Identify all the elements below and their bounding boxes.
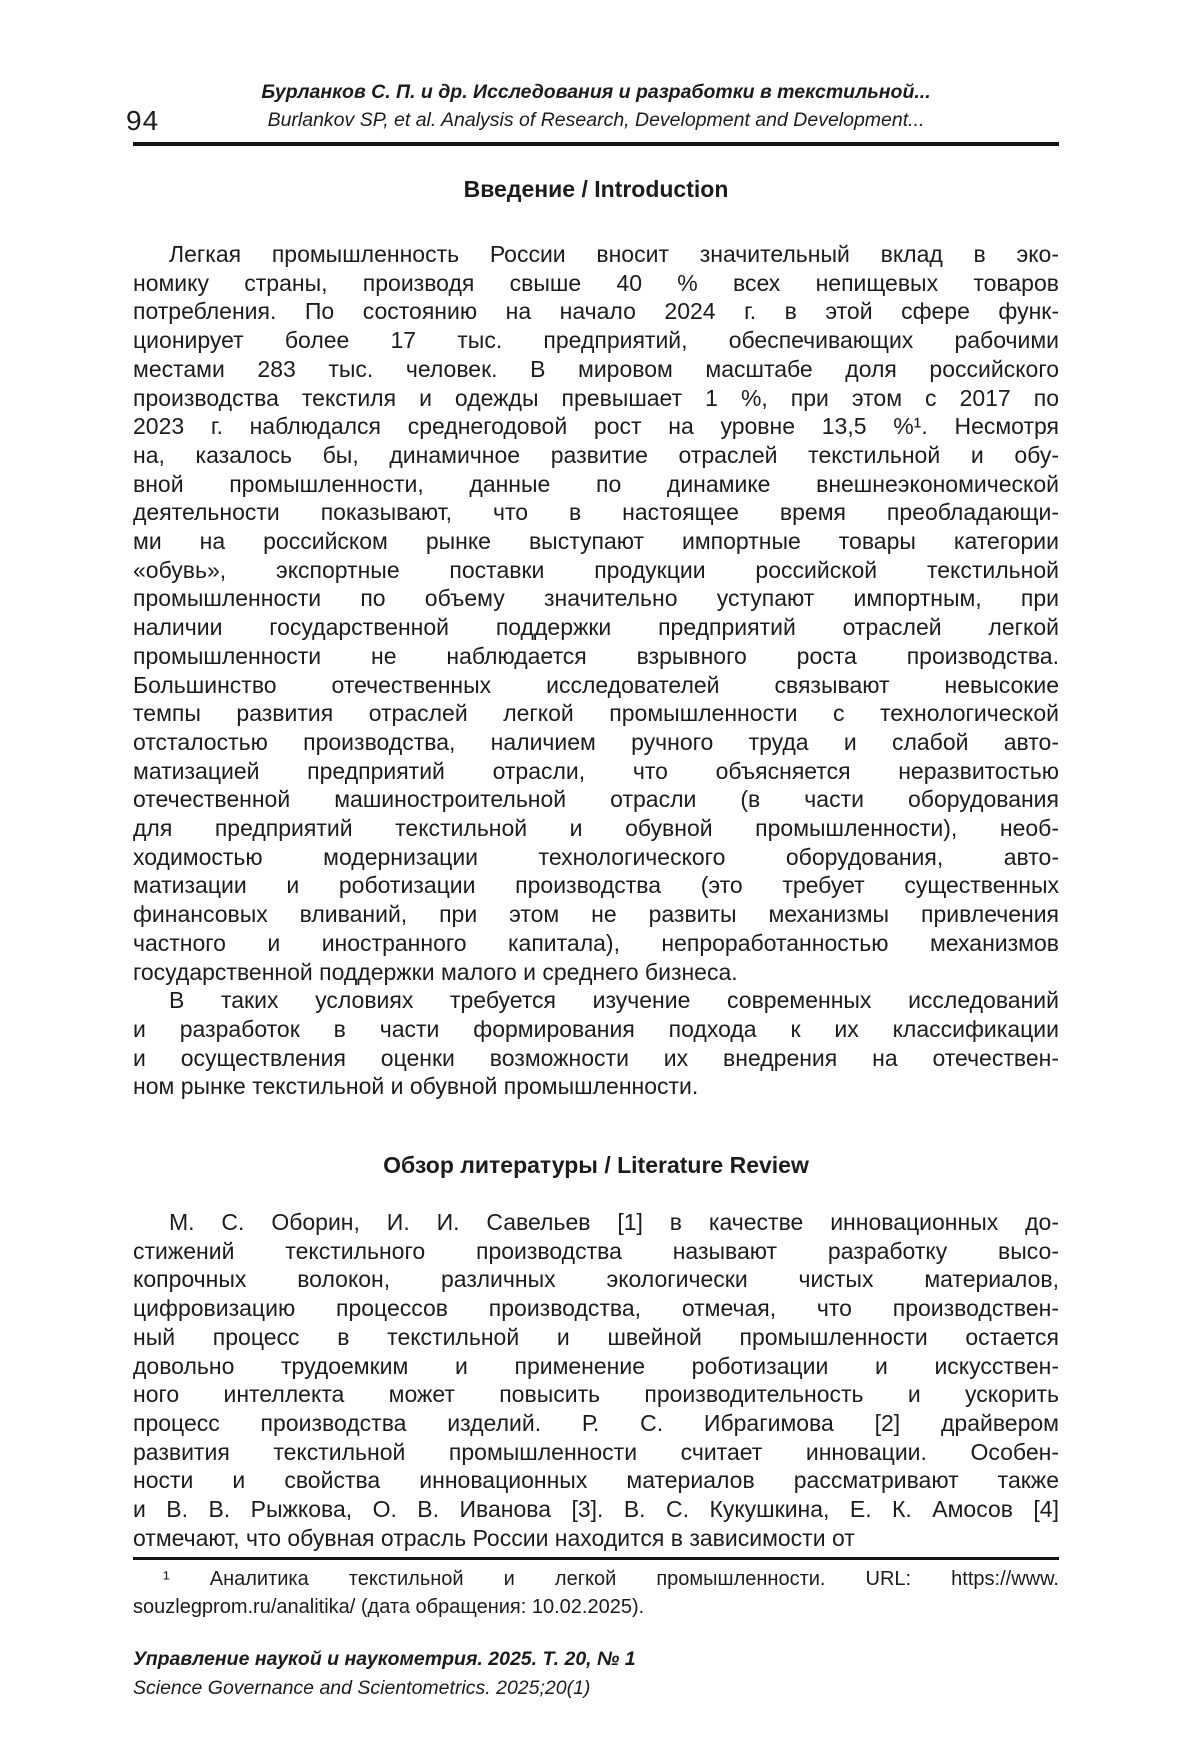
text-line: 2023 г. наблюдался среднегодовой рост на уровне 13,5 %¹. Несмотря	[133, 413, 1059, 440]
text-line: темпы развития отраслей легкой промышленности с технологической	[133, 700, 1059, 727]
text-line: и В. В. Рыжкова, О. В. Иванова [3]. В. С. Кукушкина, Е. К. Амосов [4]	[133, 1496, 1059, 1523]
text-line: процесс производства изделий. Р. С. Ибрагимова [2] драйвером	[133, 1409, 1059, 1436]
section-heading-introduction: Введение / Introduction	[463, 176, 729, 202]
text-line: развития текстильной промышленности считает инновации. Особен-	[133, 1438, 1059, 1465]
text-line: и осуществления оценки возможности их внедрения на отечествен-	[133, 1044, 1059, 1071]
text-line: матизации и роботизации производства (это требует существенных	[133, 872, 1059, 899]
text-line: довольно трудоемким и применение роботизации и искусствен-	[133, 1352, 1059, 1379]
footnote-rule	[133, 1557, 1059, 1560]
text-line: ционирует более 17 тыс. предприятий, обеспечивающих рабочими	[133, 327, 1059, 354]
text-line: цифровизацию процессов производства, отмечая, что производствен-	[133, 1295, 1059, 1322]
text-line: ми на российском рынке выступают импортные товары категории	[133, 528, 1059, 555]
text-line: производства текстиля и одежды превышает 1 %, при этом с 2017 по	[133, 384, 1059, 411]
text-line: В таких условиях требуется изучение современных исследований	[169, 987, 1059, 1014]
text-line: и разработок в части формирования подхода к их классификации	[133, 1015, 1059, 1042]
running-head-english: Burlankov SP, et al. Analysis of Research, Development and Development...	[267, 109, 925, 131]
text-line: ный процесс в текстильной и швейной промышленности остается	[133, 1323, 1059, 1350]
text-line: ности и свойства инновационных материалов рассматривают также	[133, 1467, 1059, 1494]
journal-title-english: Science Governance and Scientometrics. 2025;20(1)	[133, 1677, 591, 1699]
text-line: стижений текстильного производства называют разработку высо-	[133, 1237, 1059, 1264]
text-line: частного и иностранного капитала), непроработанностью механизмов	[133, 929, 1059, 956]
journal-title-russian: Управление наукой и наукометрия. 2025. Т. 20, № 1	[133, 1648, 636, 1670]
text-line: «обувь», экспортные поставки продукции российской текстильной	[133, 556, 1059, 583]
text-line: промышленности не наблюдается взрывного роста производства.	[133, 642, 1059, 669]
text-line: отечественной машиностроительной отрасли (в части оборудования	[133, 786, 1059, 813]
text-line: потребления. По состоянию на начало 2024 г. в этой сфере функ-	[133, 298, 1059, 325]
text-line: финансовых вливаний, при этом не развиты механизмы привлечения	[133, 901, 1059, 928]
section-heading-literature-review: Обзор литературы / Literature Review	[383, 1152, 809, 1178]
text-line: на, казалось бы, динамичное развитие отраслей текстильной и обу-	[133, 441, 1059, 468]
text-line: Легкая промышленность России вносит значительный вклад в эко-	[169, 241, 1059, 267]
section-body-literature-review	[133, 1208, 1059, 1552]
text-line: номику страны, производя свыше 40 % всех непищевых товаров	[133, 269, 1059, 296]
text-line: отмечают, что обувная отрасль России находится в зависимости от	[133, 1524, 855, 1551]
text-line: М. С. Оборин, И. И. Савельев [1] в качестве инновационных до-	[169, 1209, 1059, 1235]
section-body-introduction	[133, 240, 1059, 1101]
text-line: деятельности показывают, что в настоящее время преобладающи-	[133, 499, 1059, 526]
text-line: ходимостью модернизации технологического оборудования, авто-	[133, 843, 1059, 870]
text-line: souzlegprom.ru/analitika/ (дата обращения: 10.02.2025).	[133, 1595, 645, 1618]
text-line: вной промышленности, данные по динамике внешнеэкономической	[133, 470, 1059, 497]
text-line: ¹ Аналитика текстильной и легкой промышленности. URL: https://www.	[163, 1568, 1059, 1590]
text-line: ном рынке текстильной и обувной промышленности.	[133, 1073, 699, 1100]
text-line: государственной поддержки малого и среднего бизнеса.	[133, 958, 738, 985]
running-head-russian: Бурланков С. П. и др. Исследования и разработки в текстильной...	[261, 81, 931, 103]
text-line: для предприятий текстильной и обувной промышленности), необ-	[133, 815, 1059, 842]
text-line: местами 283 тыс. человек. В мировом масштабе доля российского	[133, 355, 1059, 382]
text-line: промышленности по объему значительно уступают импортным, при	[133, 585, 1059, 612]
header-rule	[133, 142, 1059, 146]
running-head	[133, 78, 1059, 134]
text-line: отсталостью производства, наличием ручного труда и слабой авто-	[133, 728, 1059, 755]
text-line: ного интеллекта может повысить производительность и ускорить	[133, 1381, 1059, 1408]
footnote	[133, 1566, 1059, 1621]
text-line: Большинство отечественных исследователей связывают невысокие	[133, 671, 1059, 698]
text-line: матизацией предприятий отрасли, что объясняется неразвитостью	[133, 757, 1059, 784]
text-line: копрочных волокон, различных экологически чистых материалов,	[133, 1266, 1059, 1293]
journal-footer	[133, 1645, 1059, 1703]
page-number: 94	[126, 105, 160, 136]
text-line: наличии государственной поддержки предприятий отраслей легкой	[133, 614, 1059, 641]
